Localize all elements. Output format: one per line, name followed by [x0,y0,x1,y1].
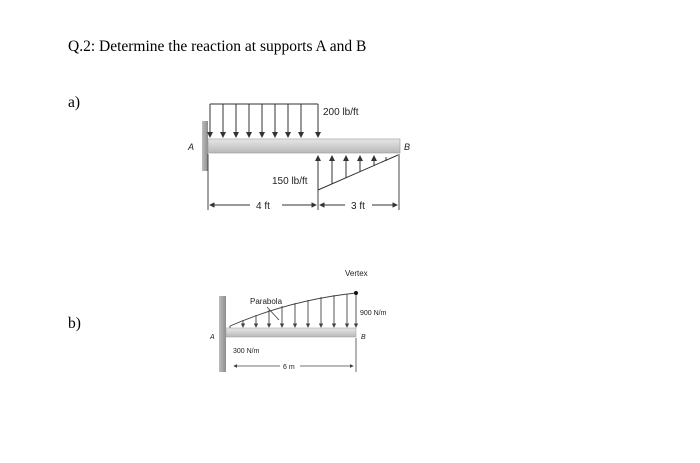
dim-4ft-label: 4 ft [256,201,270,212]
vertex-label: Vertex [345,269,368,278]
uniform-load-label: 200 lb/ft [323,107,359,118]
dim-3ft-label: 3 ft [351,201,365,212]
part-b-label: b) [68,315,81,332]
start-load-label: 300 N/m [233,348,260,355]
fixed-support-wall-b [219,296,226,372]
support-b-label-b: B [361,334,366,341]
span-label: 6 m [283,364,295,371]
vertex-point [354,291,358,295]
parabolic-load [230,293,356,328]
question-title: Q.2: Determine the reaction at supports A and B [68,38,367,55]
parabola-label: Parabola [250,297,283,306]
support-a-label: A [188,142,195,152]
part-a-label: a) [68,94,81,111]
triangular-load-label: 150 lb/ft [272,176,308,187]
dimension-lines-b [234,338,356,372]
beam-b [226,328,356,337]
support-a-label-b: A [210,334,215,341]
end-load-label: 900 N/m [360,310,387,317]
support-b-label: B [404,142,411,152]
